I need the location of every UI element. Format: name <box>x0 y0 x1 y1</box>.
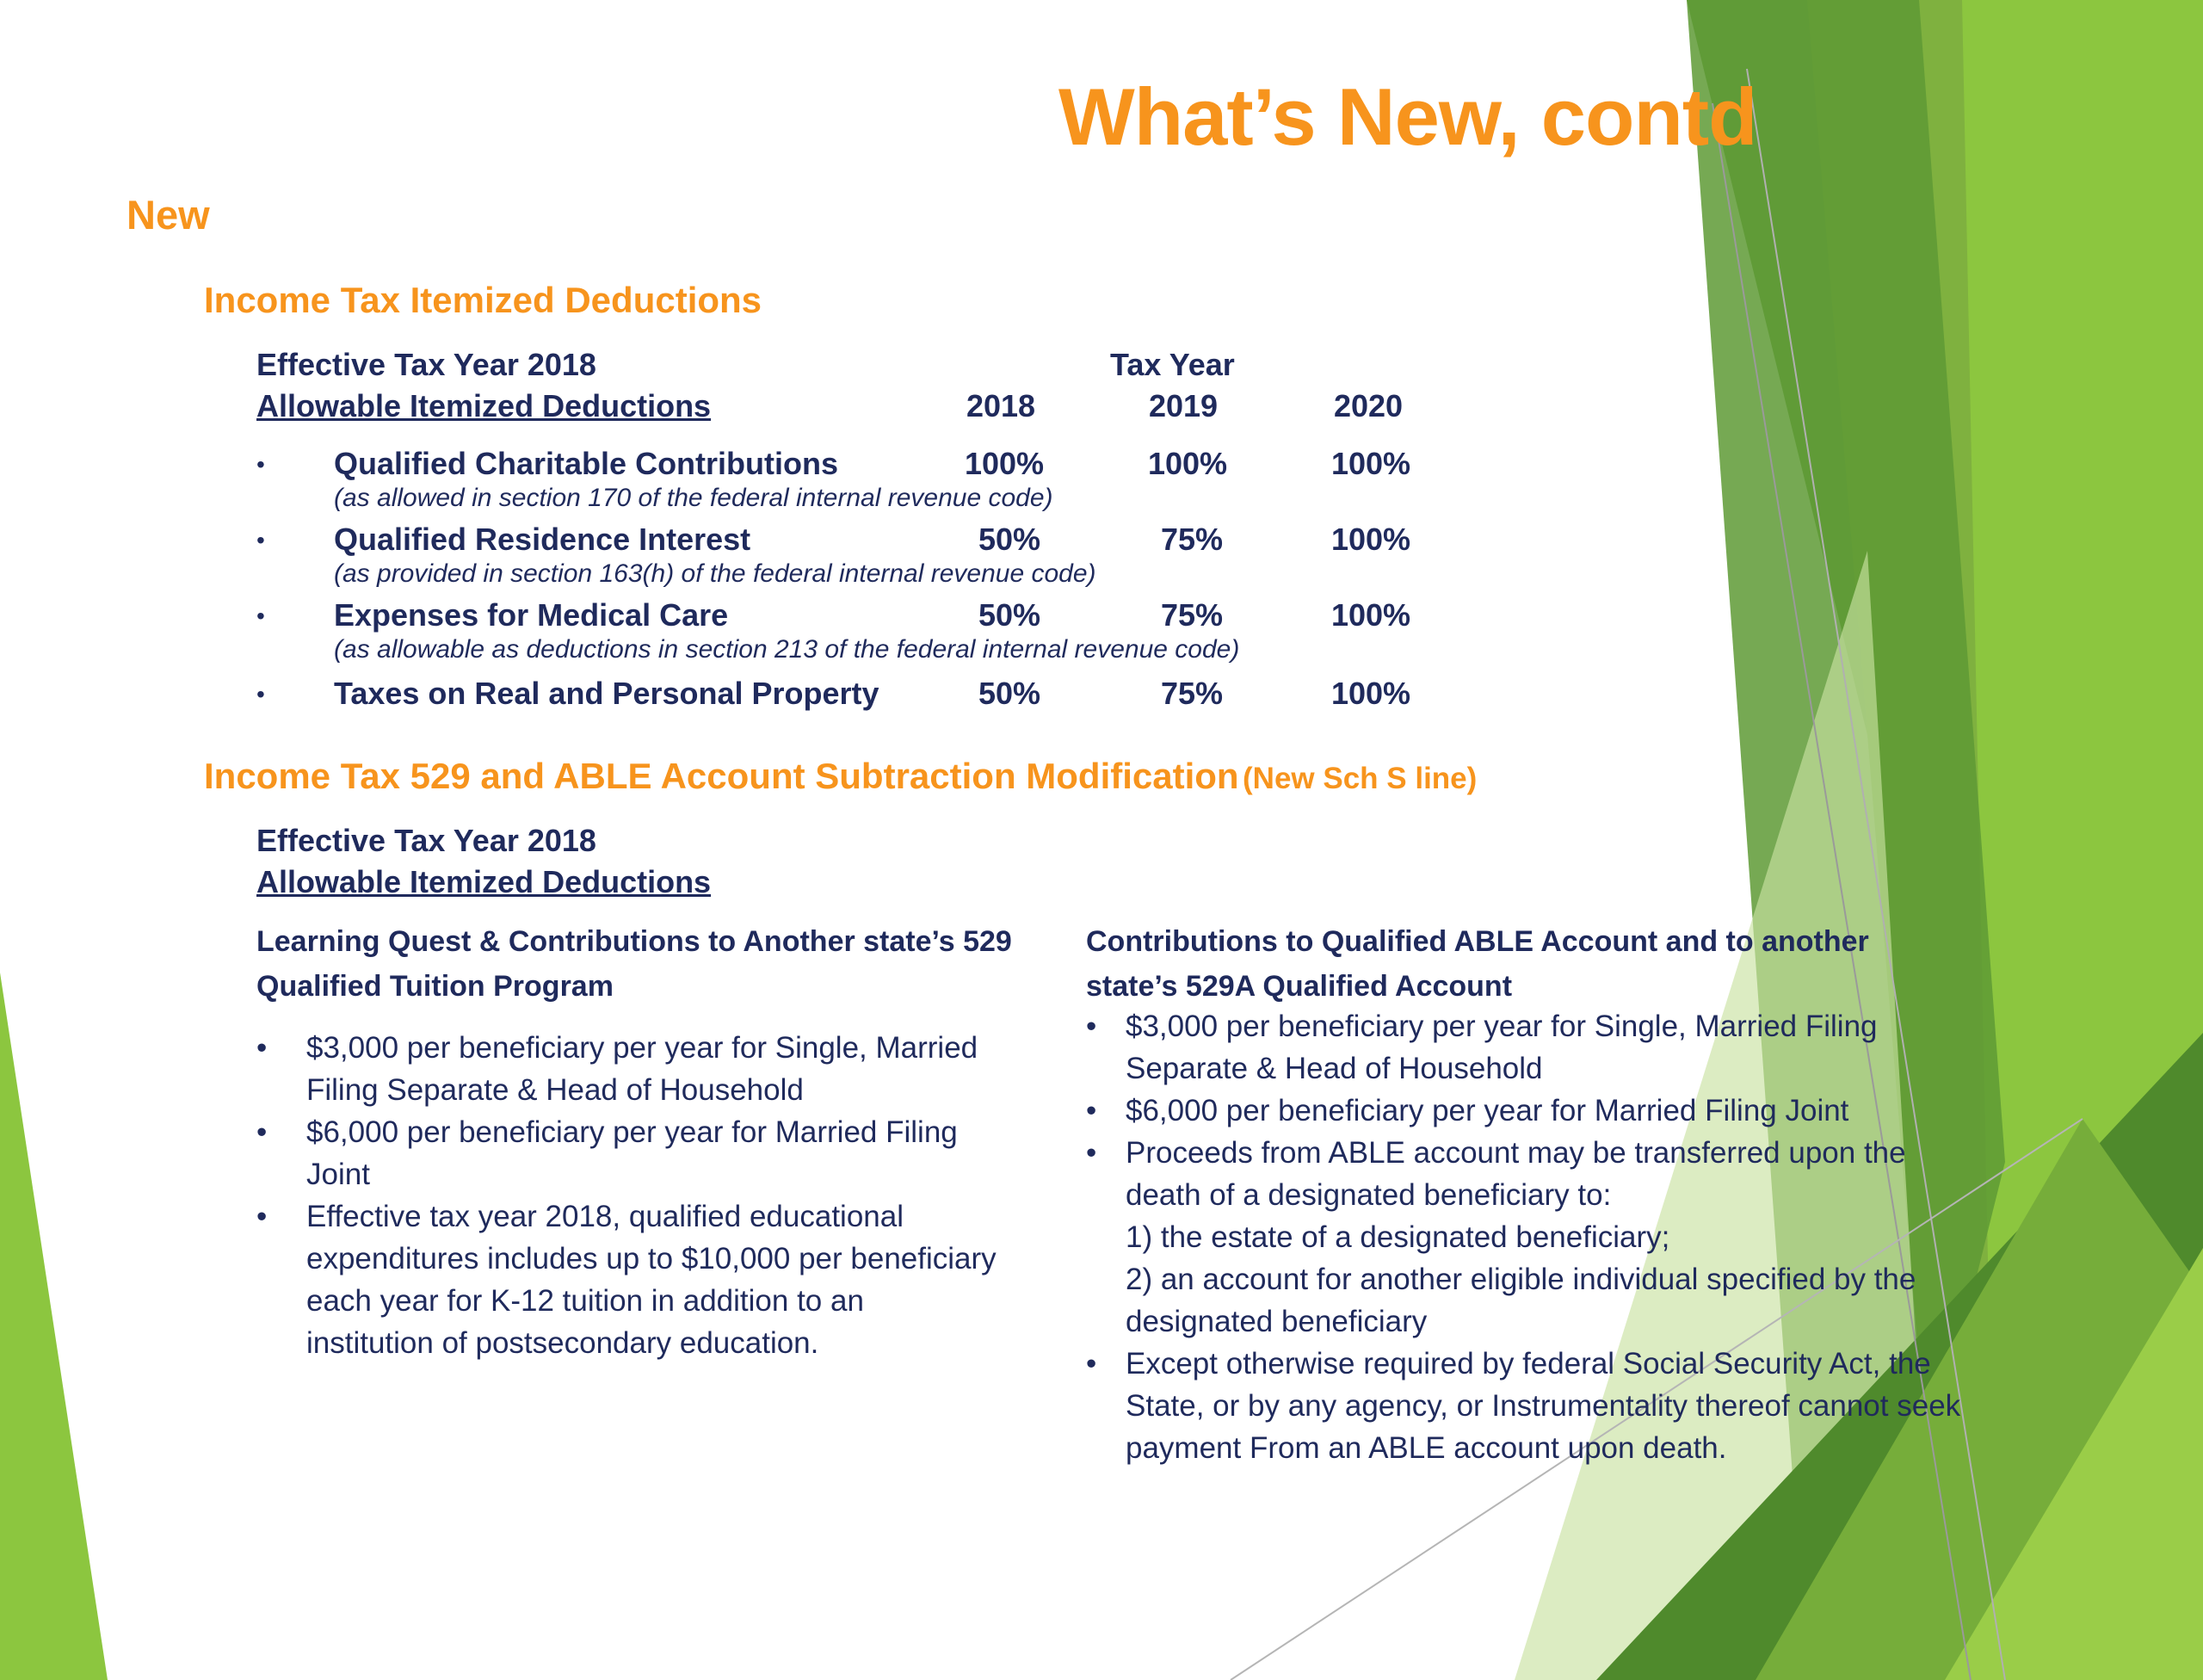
row2-2018: 50% <box>978 522 1041 557</box>
left-bullet-text: $6,000 per beneficiary per year for Married Filing Joint <box>306 1115 958 1191</box>
left-bullet-item <box>256 1195 997 1364</box>
bullet-dot: • <box>256 1115 268 1149</box>
section1-allowable: Allowable Itemized Deductions <box>256 388 712 423</box>
row4-2019: 75% <box>1160 676 1224 711</box>
bullet-dot: • <box>256 1200 268 1233</box>
left-bullet-item <box>256 1027 997 1111</box>
row2-bullet: • <box>256 527 265 553</box>
row2-label: Qualified Residence Interest <box>334 522 751 557</box>
left-bullet-list <box>256 1027 997 1364</box>
row3-bullet: • <box>256 602 265 629</box>
section2-allowable: Allowable Itemized Deductions <box>256 864 712 899</box>
row4-2018: 50% <box>978 676 1041 711</box>
row1-bullet: • <box>256 451 265 478</box>
bullet-dot: • <box>1086 1094 1097 1127</box>
left-bullet-text: Effective tax year 2018, qualified educational expenditures includes up to $10,000 per beneficiary each year for K-12 tuition in addition to an institution of postsecondary education. <box>306 1200 997 1360</box>
transfer-option-1: 1) the estate of a designated beneficiary; <box>1126 1220 1670 1254</box>
right-bullet-text: $6,000 per beneficiary per year for Married Filing Joint <box>1126 1094 1849 1127</box>
right-bullet-text: Proceeds from ABLE account may be transferred upon the death of a designated beneficiary to: <box>1126 1136 1906 1212</box>
year-col-2018: 2018 <box>966 388 1036 423</box>
row1-2018: 100% <box>964 446 1045 481</box>
row1-2020: 100% <box>1330 446 1411 481</box>
row1-2019: 100% <box>1147 446 1228 481</box>
row3-label: Expenses for Medical Care <box>334 597 729 633</box>
row4-label: Taxes on Real and Personal Property <box>334 676 879 711</box>
transfer-option-2: 2) an account for another eligible individual specified by the designated beneficiary <box>1126 1263 1916 1338</box>
row3-note: (as allowable as deductions in section 213 of the federal internal revenue code) <box>334 635 1240 664</box>
section2-title: Income Tax 529 and ABLE Account Subtraction Modification <box>204 756 1239 796</box>
slide-title: What’s New, contd <box>1058 71 1757 162</box>
section1-effective: Effective Tax Year 2018 <box>256 347 596 382</box>
row2-note: (as provided in section 163(h) of the federal internal revenue code) <box>334 559 1096 588</box>
row4-bullet: • <box>256 681 265 707</box>
right-bullet-item <box>1086 1132 1972 1343</box>
right-bullet-text: $3,000 per beneficiary per year for Single, Married Filing Separate & Head of Household <box>1126 1010 1878 1085</box>
right-bullet-item <box>1086 1090 1972 1132</box>
bullet-dot: • <box>1086 1136 1097 1170</box>
row1-note: (as allowed in section 170 of the federal internal revenue code) <box>334 484 1053 512</box>
row1-label: Qualified Charitable Contributions <box>334 446 839 481</box>
right-bullet-item <box>1086 1343 1972 1469</box>
left-bullet-item <box>256 1111 997 1195</box>
section2-title-line <box>204 756 1477 797</box>
right-bullet-text: Except otherwise required by federal Social Security Act, the State, or by any agency, or Instrumentality thereof cannot seek payment From an ABLE account upon death. <box>1126 1347 1961 1465</box>
row2-2020: 100% <box>1330 522 1411 557</box>
bullet-dot: • <box>1086 1010 1097 1043</box>
right-column-heading: Contributions to Qualified ABLE Account and to another state’s 529A Qualified Account <box>1086 925 1869 1003</box>
year-col-2020: 2020 <box>1333 388 1404 423</box>
row3-2018: 50% <box>978 597 1041 633</box>
tax-year-label: Tax Year <box>1110 347 1235 382</box>
year-col-2019: 2019 <box>1148 388 1219 423</box>
right-bullet-item <box>1086 1005 1972 1090</box>
row4-2020: 100% <box>1330 676 1411 711</box>
right-bullet-list <box>1086 1005 1972 1469</box>
row2-2019: 75% <box>1160 522 1224 557</box>
left-bullet-text: $3,000 per beneficiary per year for Single, Married Filing Separate & Head of Household <box>306 1031 978 1107</box>
section1-title: Income Tax Itemized Deductions <box>204 280 762 320</box>
row3-2020: 100% <box>1330 597 1411 633</box>
section2-effective: Effective Tax Year 2018 <box>256 823 596 858</box>
bullet-dot: • <box>256 1031 268 1065</box>
row3-2019: 75% <box>1160 597 1224 633</box>
left-column-heading: Learning Quest & Contributions to Another state’s 529 Qualified Tuition Program <box>256 925 1012 1003</box>
new-label: New <box>127 192 210 238</box>
section2-title-note: (New Sch S line) <box>1243 762 1478 795</box>
bullet-dot: • <box>1086 1347 1097 1380</box>
